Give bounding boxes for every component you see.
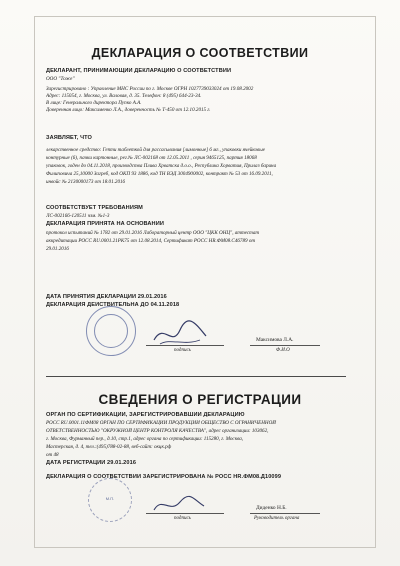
product-line: упаковок, годен до 04.11.2018, производства Плива Хрватска д.о.о., Республика Хорватия, Прилаз барuна [46,163,277,169]
name-line [250,345,320,346]
valid-until: ДЕКЛАРАЦИЯ ДЕЙСТВИТЕЛЬНА ДО 04.11.2018 [46,302,180,308]
signer-name: Максимова Л.А. [256,337,294,343]
cert-body-header: ОРГАН ПО СЕРТИФИКАЦИИ, ЗАРЕГИСТРИРОВАВШИЙ ДЕКЛАРАЦИЮ [46,412,245,418]
product-line: контурные (6), пачки картонные, рег.№ ЛС-002168 от 12.05.2011 , серия 9465125, партия 18068 [46,155,257,161]
declaration-title: ДЕКЛАРАЦИЯ О СООТВЕТСТВИИ [91,46,309,60]
registration-signature [150,492,210,518]
registration-title: СВЕДЕНИЯ О РЕГИСТРАЦИИ [98,392,302,407]
fio-label: Ф.И.О [276,348,290,353]
signature-line [146,513,224,514]
section-divider [46,376,346,377]
signature-label: подпись [174,516,191,521]
basis-line: аккредитации РОСС RU.0001.21PK75 от 12.08.2014, Сертификат РОСС HR.ФМ08.С46789 от [46,238,256,244]
signature-line [146,345,224,346]
acceptance-date: ДАТА ПРИНЯТИЯ ДЕКЛАРАЦИИ 29.01.2016 [46,294,167,300]
requirements-header: СООТВЕТСТВУЕТ ТРЕБОВАНИЯМ [46,205,143,211]
basis-line: протокол испытаний № 1782 от 29.01.2016 Лабораторный центр ООО "ЦКК ОНЦ", аттестат [46,230,260,236]
declarant-line: В лице: Генерального директора Пупко А.А. [46,100,142,106]
cert-body-line: от 48 [46,452,59,458]
signature-label: подпись [174,348,191,353]
declarant-seal-inner [94,314,128,348]
product-line: Филиповича 25,10000 Загреб, код ОКП 93 1886, код ТН ВЭД 3004900002, контракт № 53 от 16.09.2011, [46,171,273,177]
head-label: Руководитель органа [254,516,300,521]
requirements-line: ЛС-002166-120511 чзм. №1-3 [46,213,110,219]
head-name: Диденко Н.Б. [256,505,287,511]
registration-number: ДЕКЛАРАЦИЯ О СООТВЕТСТВИИ ЗАРЕГИСТРИРОВАНА № РОСС HR.ФМ08.Д10099 [46,474,282,480]
declarant-header: ДЕКЛАРАНТ, ПРИНИМАЮЩИЙ ДЕКЛАРАЦИЮ О СООТВЕТСТВИИ [46,68,232,74]
declarant-line: Адрес: 115054, г. Москва, ул. Валовая, д. 35. Телефон: 8 (495) 644-23-34. [46,93,202,99]
declares-header: ЗАЯВЛЯЕТ, ЧТО [46,135,92,141]
cert-body-line: ОТВЕТСТВЕННОСТЬЮ "ОКРУЖНОЙ ЦЕНТР КОНТРОЛЯ КАЧЕСТВА", адрес организации: 103062, [46,428,269,434]
company-name: ООО "Тоже" [46,76,75,82]
basis-line: 29.01.2016 [46,246,69,252]
seal-label: М.П. [105,496,115,501]
cert-body-line: РОСС RU.0001.11ФМ08 ОРГАН ПО СЕРТИФИКАЦИИ ПРОДУКЦИИ ОБЩЕСТВО С ОГРАНИЧЕННОЙ [46,420,276,426]
product-line: лекарственное средство: Гепти таблеткой для рассасывания [лимонные] 6 мг., упаковки ячейковые [46,147,265,153]
declarant-line: Доверенная лицо: Максименко Л.А., доверенность № Т-450 от 12.10.2015 г. [46,107,211,113]
product-line: инвойс № 2130000173 от 18.01.2016 [46,179,126,185]
cert-body-line: г. Москва, Фурманный пер., д.10, стр.1, адрес органа по сертификации: 115280, г. Москва, [46,436,244,442]
basis-header: ДЕКЛАРАЦИЯ ПРИНЯТА НА ОСНОВАНИИ [46,221,164,227]
cert-body-line: Мастерская, д. 4, тел.:(495)788-02-88, веб-сайт: oкцк.рф [46,444,172,450]
declarant-line: Зарегистрировано : Управление МНС России по г. Москве ОГРН 1027739033024 от 19.08.2002 [46,86,254,92]
registration-date: ДАТА РЕГИСТРАЦИИ 29.01.2016 [46,460,137,466]
name-line [250,513,320,514]
